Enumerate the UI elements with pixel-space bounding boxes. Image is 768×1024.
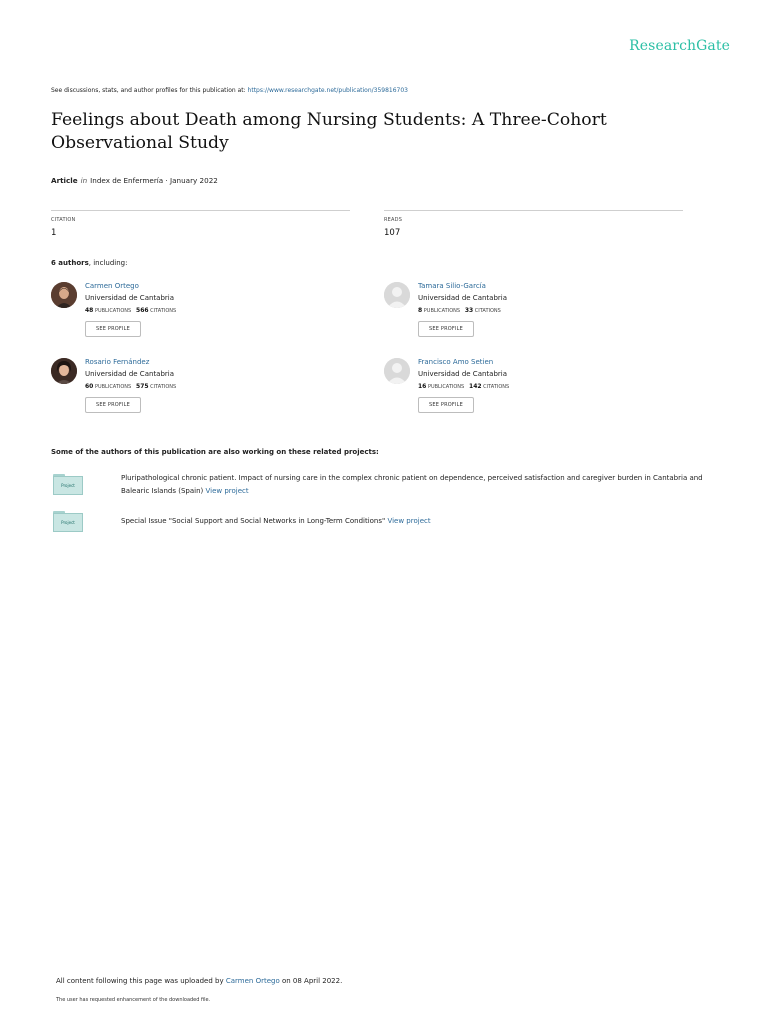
publication-link[interactable]: https://www.researchgate.net/publication/359816703: [247, 87, 408, 94]
citations-count: 33: [464, 307, 474, 314]
author-card: [51, 358, 351, 424]
publications-label: PUBLICATIONS: [94, 308, 132, 314]
citations-count: 575: [136, 383, 149, 390]
author-card: [51, 282, 351, 348]
author-name[interactable]: Carmen Ortego: [85, 282, 139, 290]
citation-label: CITATION: [51, 217, 76, 223]
author-card: [384, 358, 684, 424]
project-description: Special Issue "Social Support and Social Networks in Long-Term Conditions": [121, 517, 388, 525]
publications-count: 60: [85, 383, 94, 390]
reads-value: 107: [384, 228, 401, 238]
meta-in: in: [80, 176, 88, 185]
publications-count: 8: [418, 307, 423, 314]
citations-count: 142: [469, 383, 482, 390]
author-photo-icon: [51, 282, 77, 308]
researchgate-logo[interactable]: ResearchGate: [629, 38, 730, 54]
publications-label: PUBLICATIONS: [94, 384, 132, 390]
author-institution: Universidad de Cantabria: [85, 370, 175, 378]
avatar[interactable]: [384, 358, 410, 384]
author-photo-icon: [51, 358, 77, 384]
project-icon-label: Project: [53, 476, 83, 495]
project-item: [121, 472, 721, 497]
avatar[interactable]: [51, 282, 77, 308]
citations-label: CITATIONS: [150, 384, 177, 390]
citations-label: CITATIONS: [483, 384, 510, 390]
project-folder-icon[interactable]: [53, 511, 83, 532]
author-stats: [85, 383, 176, 390]
citation-value: 1: [51, 228, 57, 238]
author-name[interactable]: Tamara Silio-García: [418, 282, 486, 290]
avatar[interactable]: [51, 358, 77, 384]
author-card: [384, 282, 684, 348]
author-stats: [85, 307, 176, 314]
enhancement-note: The user has requested enhancement of the downloaded file.: [56, 997, 211, 1003]
upload-note: [56, 977, 342, 985]
see-profile-button[interactable]: SEE PROFILE: [85, 321, 141, 337]
author-name[interactable]: Francisco Amo Setien: [418, 358, 494, 366]
authors-count: 6 authors: [51, 259, 89, 267]
publications-label: PUBLICATIONS: [423, 308, 461, 314]
project-icon-label: Project: [53, 513, 83, 532]
reads-label: READS: [384, 217, 403, 223]
discussion-line: [51, 87, 408, 94]
uploader-link[interactable]: Carmen Ortego: [225, 977, 280, 985]
publication-meta: [51, 176, 218, 185]
authors-suffix: , including:: [88, 259, 128, 267]
see-profile-button[interactable]: SEE PROFILE: [418, 397, 474, 413]
citations-count: 566: [136, 307, 149, 314]
citations-label: CITATIONS: [150, 308, 177, 314]
upload-suffix: on 08 April 2022.: [279, 977, 343, 985]
reads-divider: [384, 210, 683, 211]
author-stats: [418, 307, 501, 314]
author-institution: Universidad de Cantabria: [85, 294, 175, 302]
related-projects-heading: Some of the authors of this publication are also working on these related projects:: [51, 448, 379, 456]
upload-prefix: All content following this page was uploaded by: [56, 977, 226, 985]
publications-label: PUBLICATIONS: [427, 384, 465, 390]
project-folder-icon[interactable]: [53, 474, 83, 495]
see-profile-button[interactable]: SEE PROFILE: [85, 397, 141, 413]
citations-label: CITATIONS: [474, 308, 501, 314]
publications-count: 16: [418, 383, 427, 390]
journal-venue: Index de Enfermería · January 2022: [90, 176, 218, 185]
view-project-link[interactable]: View project: [205, 486, 249, 495]
default-avatar-icon: [384, 282, 410, 308]
project-item: [121, 515, 721, 528]
discussion-text: See discussions, stats, and author profiles for this publication at:: [51, 87, 248, 94]
project-description: Pluripathological chronic patient. Impact of nursing care in the complex chronic patient on dependence, perceived satisfaction and caregiver burden in Cantabria and Balearic Islands (Spain): [121, 474, 703, 495]
citation-divider: [51, 210, 350, 211]
view-project-link[interactable]: View project: [387, 517, 431, 525]
see-profile-button[interactable]: SEE PROFILE: [418, 321, 474, 337]
publications-count: 48: [85, 307, 94, 314]
default-avatar-icon: [384, 358, 410, 384]
avatar[interactable]: [384, 282, 410, 308]
publication-title: Feelings about Death among Nursing Students: A Three-Cohort Observational Study: [51, 110, 607, 153]
author-stats: [418, 383, 509, 390]
authors-heading: [51, 259, 127, 267]
author-institution: Universidad de Cantabria: [418, 370, 508, 378]
author-institution: Universidad de Cantabria: [418, 294, 508, 302]
article-type: Article: [51, 176, 78, 185]
author-name[interactable]: Rosario Fernández: [85, 358, 150, 366]
